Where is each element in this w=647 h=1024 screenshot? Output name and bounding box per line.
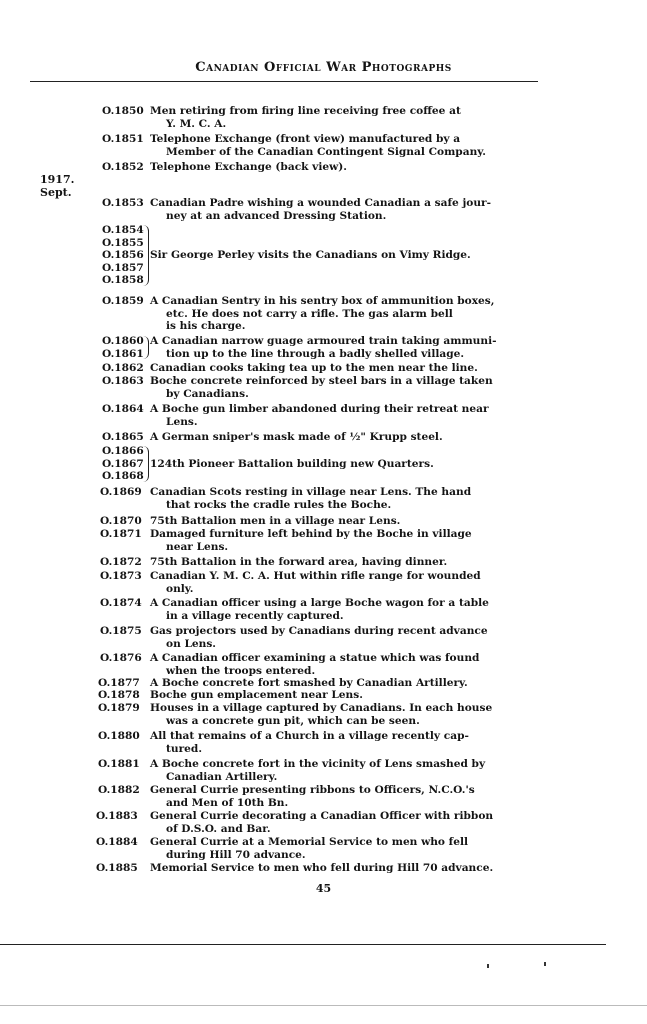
photo-number: O.1873: [100, 570, 142, 582]
photo-number: O.1882: [98, 784, 140, 796]
photo-number: O.1861: [102, 347, 144, 360]
page-header: Canadian Official War Photographs: [195, 60, 452, 75]
photo-caption: Canadian Scots resting in village near Lens. The hand that rocks the cradle rules the Boche.: [150, 486, 472, 511]
photo-caption: General Currie presenting ribbons to Officers, N.C.O.'s and Men of 10th Bn.: [150, 784, 475, 809]
photo-caption: Telephone Exchange (back view).: [150, 161, 347, 173]
photo-number: O.1858: [102, 274, 144, 287]
photo-number: O.1877: [98, 677, 140, 689]
photo-caption: A Canadian narrow guage armoured train taking ammuni- tion up to the line through a badly shelled village.: [150, 335, 497, 360]
photo-number: O.1863: [102, 375, 144, 387]
photo-number: O.1871: [100, 528, 142, 540]
photo-caption: Sir George Perley visits the Canadians on Vimy Ridge.: [150, 249, 471, 262]
margin-month: Sept.: [40, 186, 72, 199]
group-brace: [143, 336, 149, 359]
photo-number: O.1874: [100, 597, 142, 609]
photo-number: O.1862: [102, 362, 144, 374]
photo-number: O.1867: [102, 457, 144, 470]
photo-caption: Boche concrete reinforced by steel bars in a village taken by Canadians.: [150, 375, 493, 400]
photo-caption: A German sniper's mask made of ½" Krupp steel.: [150, 431, 443, 443]
group-brace: [143, 225, 149, 286]
photo-number: O.1876: [100, 652, 142, 664]
page-number: 45: [315, 882, 332, 895]
photo-caption: A Canadian officer using a large Boche wagon for a table in a village recently captured.: [150, 597, 489, 622]
photo-caption: General Currie decorating a Canadian Officer with ribbon of D.S.O. and Bar.: [150, 810, 494, 835]
photo-caption: Boche gun emplacement near Lens.: [150, 689, 363, 701]
photo-number: O.1870: [100, 515, 142, 527]
photo-caption: Houses in a village captured by Canadians. In each house was a concrete gun pit, which can be seen.: [150, 702, 493, 727]
photo-number: O.1879: [98, 702, 140, 714]
photo-caption: 75th Battalion in the forward area, having dinner.: [150, 556, 448, 568]
photo-caption: Men retiring from firing line receiving free coffee at Y. M. C. A.: [150, 105, 461, 130]
photo-number: O.1852: [102, 161, 144, 173]
photo-caption: Canadian Padre wishing a wounded Canadian a safe jour- ney at an advanced Dressing Station.: [150, 197, 492, 222]
page-edge: [0, 1005, 647, 1006]
photo-number: O.1866: [102, 445, 144, 457]
photo-number: O.1868: [102, 470, 144, 483]
photo-caption: Memorial Service to men who fell during Hill 70 advance.: [150, 862, 494, 874]
footer-rule: [0, 944, 606, 945]
photo-number: O.1854: [102, 224, 144, 236]
photo-caption: Canadian cooks taking tea up to the men near the line.: [150, 362, 478, 374]
photo-number: O.1859: [102, 295, 144, 307]
photo-caption: A Boche gun limber abandoned during their retreat near Lens.: [150, 403, 489, 428]
photo-number: O.1860: [102, 335, 144, 347]
photo-caption: A Canadian officer examining a statue which was found when the troops entered.: [150, 652, 480, 677]
photo-number: O.1865: [102, 431, 144, 443]
photo-number: O.1855: [102, 236, 144, 249]
photo-number: O.1869: [100, 486, 142, 498]
photo-number: O.1851: [102, 133, 144, 145]
photo-caption: A Boche concrete fort smashed by Canadian Artillery.: [150, 677, 468, 689]
photo-caption: Telephone Exchange (front view) manufactured by a Member of the Canadian Contingent Signal Company.: [150, 133, 486, 158]
photo-caption: A Canadian Sentry in his sentry box of ammunition boxes, etc. He does not carry a rifle. The gas alarm bell is his charge.: [150, 295, 495, 333]
photo-number: O.1856: [102, 249, 144, 262]
scan-speck: [544, 962, 546, 966]
photo-number: O.1857: [102, 261, 144, 274]
group-brace: [143, 446, 149, 482]
photo-number: O.1853: [102, 197, 144, 209]
photo-caption: A Boche concrete fort in the vicinity of Lens smashed by Canadian Artillery.: [150, 758, 486, 783]
photo-caption: 75th Battalion men in a village near Lens.: [150, 515, 401, 527]
photo-caption: General Currie at a Memorial Service to men who fell during Hill 70 advance.: [150, 836, 468, 861]
photo-number: O.1872: [100, 556, 142, 568]
photo-caption: Canadian Y. M. C. A. Hut within rifle range for wounded only.: [150, 570, 481, 595]
photo-caption: Gas projectors used by Canadians during recent advance on Lens.: [150, 625, 488, 650]
photo-number: O.1880: [98, 730, 140, 742]
photo-caption: All that remains of a Church in a village recently cap- tured.: [150, 730, 469, 755]
photo-number: O.1878: [98, 689, 140, 701]
photo-caption: Damaged furniture left behind by the Boche in village near Lens.: [150, 528, 472, 553]
photo-number: O.1884: [96, 836, 138, 848]
photo-caption: 124th Pioneer Battalion building new Quarters.: [150, 457, 434, 470]
photo-number: O.1850: [102, 105, 144, 117]
photo-number: O.1881: [98, 758, 140, 770]
margin-year: 1917.: [40, 173, 75, 186]
header-rule: [30, 81, 538, 82]
photo-number: O.1883: [96, 810, 138, 822]
photo-number: O.1864: [102, 403, 144, 415]
scan-speck: [487, 964, 489, 968]
photo-number: O.1885: [96, 862, 138, 874]
photo-number: O.1875: [100, 625, 142, 637]
